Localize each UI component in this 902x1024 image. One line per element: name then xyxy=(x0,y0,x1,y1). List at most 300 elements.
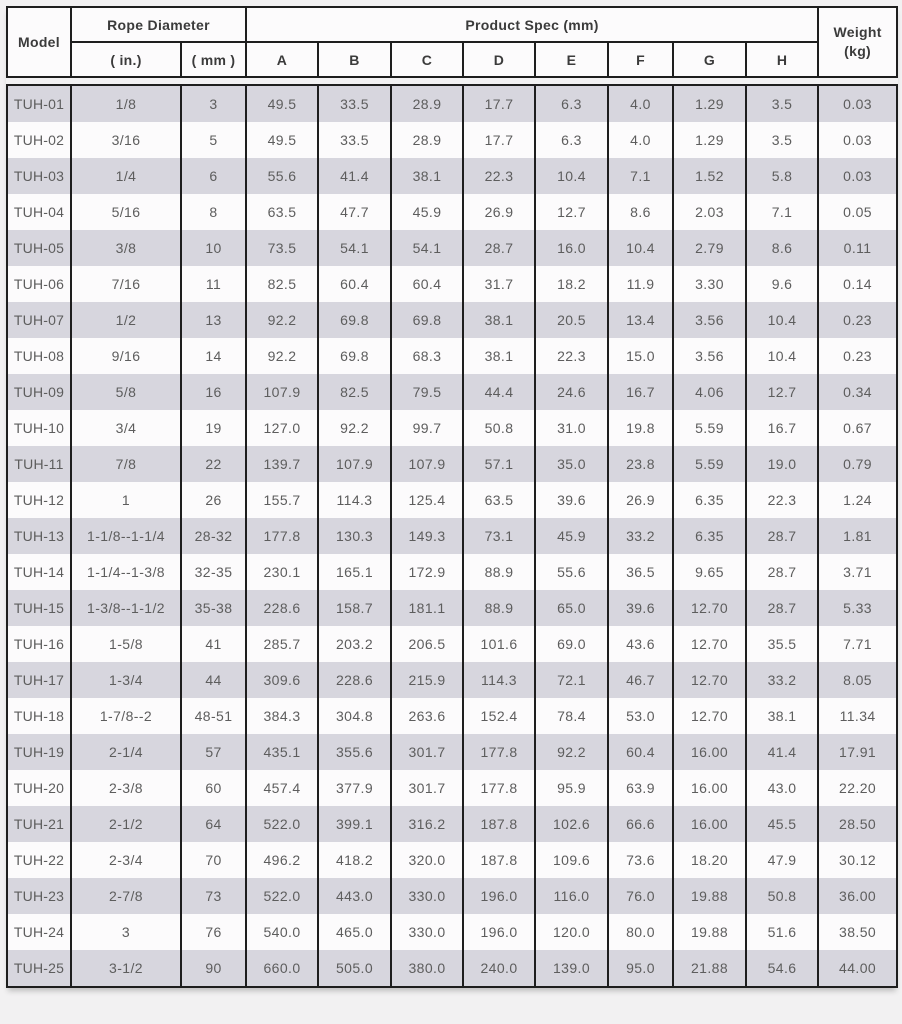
cell-spec-g: 5.59 xyxy=(673,410,746,446)
cell-spec-g: 12.70 xyxy=(673,698,746,734)
column-group-product-spec: Product Spec (mm) xyxy=(246,7,818,42)
column-header-spec-h: H xyxy=(746,42,818,77)
table-row xyxy=(7,770,897,806)
cell-spec-a: 82.5 xyxy=(246,266,318,302)
table-row xyxy=(7,230,897,266)
cell-spec-b: 41.4 xyxy=(318,158,391,194)
column-header-model: Model xyxy=(7,7,71,77)
cell-spec-c: 45.9 xyxy=(391,194,463,230)
table-row xyxy=(7,266,897,302)
cell-rope-mm: 41 xyxy=(181,626,246,662)
cell-spec-g: 16.00 xyxy=(673,806,746,842)
cell-spec-c: 38.1 xyxy=(391,158,463,194)
cell-spec-c: 60.4 xyxy=(391,266,463,302)
cell-spec-b: 399.1 xyxy=(318,806,391,842)
cell-spec-d: 38.1 xyxy=(463,302,535,338)
cell-model: TUH-18 xyxy=(7,698,71,734)
cell-rope-mm: 22 xyxy=(181,446,246,482)
table-row xyxy=(7,518,897,554)
cell-spec-f: 10.4 xyxy=(608,230,673,266)
table-row xyxy=(7,410,897,446)
table-row xyxy=(7,194,897,230)
cell-spec-h: 12.7 xyxy=(746,374,818,410)
cell-spec-f: 33.2 xyxy=(608,518,673,554)
cell-spec-c: 172.9 xyxy=(391,554,463,590)
cell-rope-in: 2-3/4 xyxy=(71,842,181,878)
cell-rope-mm: 76 xyxy=(181,914,246,950)
column-header-spec-g: G xyxy=(673,42,746,77)
cell-spec-g: 6.35 xyxy=(673,518,746,554)
cell-spec-f: 46.7 xyxy=(608,662,673,698)
cell-spec-e: 35.0 xyxy=(535,446,608,482)
table-row xyxy=(7,878,897,914)
cell-rope-mm: 48-51 xyxy=(181,698,246,734)
cell-weight: 0.05 xyxy=(818,194,897,230)
cell-spec-h: 28.7 xyxy=(746,590,818,626)
cell-spec-b: 33.5 xyxy=(318,122,391,158)
cell-spec-b: 505.0 xyxy=(318,950,391,987)
cell-spec-h: 10.4 xyxy=(746,338,818,374)
cell-spec-b: 33.5 xyxy=(318,85,391,122)
cell-spec-g: 2.79 xyxy=(673,230,746,266)
header-row-subcolumns xyxy=(7,42,897,77)
cell-rope-mm: 57 xyxy=(181,734,246,770)
cell-rope-mm: 28-32 xyxy=(181,518,246,554)
cell-weight: 0.23 xyxy=(818,338,897,374)
cell-spec-b: 465.0 xyxy=(318,914,391,950)
table-row xyxy=(7,590,897,626)
cell-model: TUH-17 xyxy=(7,662,71,698)
cell-spec-c: 206.5 xyxy=(391,626,463,662)
cell-spec-a: 55.6 xyxy=(246,158,318,194)
cell-rope-mm: 8 xyxy=(181,194,246,230)
cell-spec-g: 1.52 xyxy=(673,158,746,194)
cell-spec-d: 240.0 xyxy=(463,950,535,987)
cell-spec-d: 17.7 xyxy=(463,122,535,158)
cell-spec-e: 92.2 xyxy=(535,734,608,770)
cell-rope-in: 1-3/8--1-1/2 xyxy=(71,590,181,626)
cell-spec-f: 23.8 xyxy=(608,446,673,482)
cell-spec-h: 22.3 xyxy=(746,482,818,518)
cell-rope-mm: 14 xyxy=(181,338,246,374)
cell-spec-d: 44.4 xyxy=(463,374,535,410)
table-row xyxy=(7,85,897,122)
cell-spec-f: 76.0 xyxy=(608,878,673,914)
cell-spec-e: 20.5 xyxy=(535,302,608,338)
cell-spec-e: 10.4 xyxy=(535,158,608,194)
cell-spec-e: 109.6 xyxy=(535,842,608,878)
cell-spec-h: 45.5 xyxy=(746,806,818,842)
cell-model: TUH-10 xyxy=(7,410,71,446)
table-row xyxy=(7,914,897,950)
cell-spec-d: 22.3 xyxy=(463,158,535,194)
cell-model: TUH-24 xyxy=(7,914,71,950)
cell-spec-c: 125.4 xyxy=(391,482,463,518)
cell-spec-f: 8.6 xyxy=(608,194,673,230)
cell-model: TUH-25 xyxy=(7,950,71,987)
table-row xyxy=(7,662,897,698)
header-row-groups xyxy=(7,7,897,42)
cell-rope-mm: 10 xyxy=(181,230,246,266)
cell-spec-e: 116.0 xyxy=(535,878,608,914)
cell-spec-d: 187.8 xyxy=(463,842,535,878)
cell-spec-b: 69.8 xyxy=(318,338,391,374)
cell-spec-d: 26.9 xyxy=(463,194,535,230)
table-row xyxy=(7,482,897,518)
cell-weight: 1.24 xyxy=(818,482,897,518)
cell-spec-e: 6.3 xyxy=(535,122,608,158)
cell-spec-e: 65.0 xyxy=(535,590,608,626)
cell-weight: 1.81 xyxy=(818,518,897,554)
cell-weight: 38.50 xyxy=(818,914,897,950)
cell-spec-e: 69.0 xyxy=(535,626,608,662)
cell-rope-mm: 16 xyxy=(181,374,246,410)
cell-spec-e: 31.0 xyxy=(535,410,608,446)
cell-spec-g: 19.88 xyxy=(673,914,746,950)
cell-spec-c: 28.9 xyxy=(391,122,463,158)
cell-rope-in: 5/8 xyxy=(71,374,181,410)
cell-model: TUH-15 xyxy=(7,590,71,626)
cell-rope-in: 2-1/2 xyxy=(71,806,181,842)
cell-model: TUH-07 xyxy=(7,302,71,338)
cell-weight: 0.67 xyxy=(818,410,897,446)
cell-weight: 0.11 xyxy=(818,230,897,266)
cell-rope-mm: 26 xyxy=(181,482,246,518)
cell-model: TUH-13 xyxy=(7,518,71,554)
cell-spec-b: 69.8 xyxy=(318,302,391,338)
cell-spec-d: 88.9 xyxy=(463,590,535,626)
cell-spec-g: 5.59 xyxy=(673,446,746,482)
cell-spec-a: 92.2 xyxy=(246,302,318,338)
cell-spec-b: 443.0 xyxy=(318,878,391,914)
cell-weight: 17.91 xyxy=(818,734,897,770)
cell-spec-a: 384.3 xyxy=(246,698,318,734)
cell-spec-c: 301.7 xyxy=(391,770,463,806)
cell-spec-e: 95.9 xyxy=(535,770,608,806)
cell-spec-h: 5.8 xyxy=(746,158,818,194)
cell-weight: 30.12 xyxy=(818,842,897,878)
cell-spec-h: 38.1 xyxy=(746,698,818,734)
cell-rope-mm: 19 xyxy=(181,410,246,446)
cell-model: TUH-23 xyxy=(7,878,71,914)
cell-spec-a: 496.2 xyxy=(246,842,318,878)
cell-spec-h: 9.6 xyxy=(746,266,818,302)
cell-spec-a: 660.0 xyxy=(246,950,318,987)
cell-rope-in: 3-1/2 xyxy=(71,950,181,987)
cell-spec-b: 54.1 xyxy=(318,230,391,266)
cell-model: TUH-22 xyxy=(7,842,71,878)
table-row xyxy=(7,338,897,374)
column-header-weight xyxy=(818,7,897,77)
cell-spec-f: 4.0 xyxy=(608,122,673,158)
gap-spacer xyxy=(7,77,897,85)
cell-rope-in: 1/2 xyxy=(71,302,181,338)
cell-spec-a: 522.0 xyxy=(246,806,318,842)
cell-spec-c: 215.9 xyxy=(391,662,463,698)
cell-model: TUH-19 xyxy=(7,734,71,770)
cell-spec-a: 540.0 xyxy=(246,914,318,950)
cell-spec-c: 301.7 xyxy=(391,734,463,770)
cell-spec-h: 33.2 xyxy=(746,662,818,698)
cell-rope-in: 2-7/8 xyxy=(71,878,181,914)
cell-rope-in: 1-1/8--1-1/4 xyxy=(71,518,181,554)
cell-spec-d: 196.0 xyxy=(463,878,535,914)
cell-spec-d: 114.3 xyxy=(463,662,535,698)
cell-weight: 44.00 xyxy=(818,950,897,987)
cell-spec-f: 19.8 xyxy=(608,410,673,446)
cell-spec-h: 47.9 xyxy=(746,842,818,878)
cell-rope-in: 2-3/8 xyxy=(71,770,181,806)
cell-spec-e: 55.6 xyxy=(535,554,608,590)
cell-spec-d: 28.7 xyxy=(463,230,535,266)
cell-rope-in: 7/16 xyxy=(71,266,181,302)
cell-weight: 0.03 xyxy=(818,158,897,194)
cell-spec-f: 11.9 xyxy=(608,266,673,302)
cell-rope-in: 3/8 xyxy=(71,230,181,266)
cell-model: TUH-06 xyxy=(7,266,71,302)
cell-spec-g: 6.35 xyxy=(673,482,746,518)
cell-weight: 0.14 xyxy=(818,266,897,302)
cell-spec-g: 3.56 xyxy=(673,302,746,338)
cell-weight: 22.20 xyxy=(818,770,897,806)
cell-spec-g: 3.30 xyxy=(673,266,746,302)
cell-spec-b: 228.6 xyxy=(318,662,391,698)
table-row xyxy=(7,554,897,590)
cell-spec-d: 152.4 xyxy=(463,698,535,734)
weight-unit-label: (kg) xyxy=(844,43,872,59)
cell-rope-mm: 90 xyxy=(181,950,246,987)
cell-spec-g: 3.56 xyxy=(673,338,746,374)
cell-model: TUH-11 xyxy=(7,446,71,482)
cell-spec-h: 28.7 xyxy=(746,518,818,554)
cell-spec-f: 36.5 xyxy=(608,554,673,590)
cell-rope-in: 1 xyxy=(71,482,181,518)
cell-spec-g: 21.88 xyxy=(673,950,746,987)
cell-spec-g: 16.00 xyxy=(673,770,746,806)
cell-rope-mm: 3 xyxy=(181,85,246,122)
cell-spec-d: 50.8 xyxy=(463,410,535,446)
cell-spec-d: 73.1 xyxy=(463,518,535,554)
cell-spec-d: 187.8 xyxy=(463,806,535,842)
cell-spec-a: 177.8 xyxy=(246,518,318,554)
cell-spec-h: 51.6 xyxy=(746,914,818,950)
cell-spec-a: 63.5 xyxy=(246,194,318,230)
cell-weight: 0.79 xyxy=(818,446,897,482)
table-row xyxy=(7,626,897,662)
cell-spec-a: 107.9 xyxy=(246,374,318,410)
cell-spec-c: 28.9 xyxy=(391,85,463,122)
cell-weight: 0.23 xyxy=(818,302,897,338)
cell-spec-b: 158.7 xyxy=(318,590,391,626)
column-header-spec-b: B xyxy=(318,42,391,77)
cell-spec-g: 19.88 xyxy=(673,878,746,914)
cell-rope-in: 3 xyxy=(71,914,181,950)
cell-spec-h: 50.8 xyxy=(746,878,818,914)
cell-spec-e: 139.0 xyxy=(535,950,608,987)
cell-spec-c: 181.1 xyxy=(391,590,463,626)
cell-weight: 0.34 xyxy=(818,374,897,410)
cell-model: TUH-20 xyxy=(7,770,71,806)
cell-spec-d: 177.8 xyxy=(463,734,535,770)
cell-spec-e: 102.6 xyxy=(535,806,608,842)
cell-spec-f: 80.0 xyxy=(608,914,673,950)
cell-spec-e: 78.4 xyxy=(535,698,608,734)
cell-spec-g: 1.29 xyxy=(673,122,746,158)
cell-spec-c: 330.0 xyxy=(391,914,463,950)
cell-spec-f: 13.4 xyxy=(608,302,673,338)
table-row xyxy=(7,734,897,770)
cell-spec-c: 68.3 xyxy=(391,338,463,374)
cell-spec-b: 304.8 xyxy=(318,698,391,734)
cell-spec-f: 4.0 xyxy=(608,85,673,122)
column-header-spec-e: E xyxy=(535,42,608,77)
cell-spec-a: 139.7 xyxy=(246,446,318,482)
cell-spec-d: 101.6 xyxy=(463,626,535,662)
cell-spec-e: 72.1 xyxy=(535,662,608,698)
cell-spec-b: 60.4 xyxy=(318,266,391,302)
table-row xyxy=(7,374,897,410)
cell-spec-f: 7.1 xyxy=(608,158,673,194)
cell-rope-in: 1-1/4--1-3/8 xyxy=(71,554,181,590)
cell-spec-f: 95.0 xyxy=(608,950,673,987)
cell-spec-g: 1.29 xyxy=(673,85,746,122)
cell-spec-a: 230.1 xyxy=(246,554,318,590)
cell-spec-b: 92.2 xyxy=(318,410,391,446)
column-header-spec-c: C xyxy=(391,42,463,77)
cell-spec-b: 82.5 xyxy=(318,374,391,410)
cell-spec-h: 35.5 xyxy=(746,626,818,662)
cell-model: TUH-16 xyxy=(7,626,71,662)
cell-spec-g: 16.00 xyxy=(673,734,746,770)
table-row xyxy=(7,842,897,878)
table-row xyxy=(7,302,897,338)
cell-spec-a: 49.5 xyxy=(246,85,318,122)
cell-spec-h: 3.5 xyxy=(746,85,818,122)
cell-rope-in: 3/4 xyxy=(71,410,181,446)
cell-spec-f: 60.4 xyxy=(608,734,673,770)
cell-spec-e: 18.2 xyxy=(535,266,608,302)
cell-rope-mm: 35-38 xyxy=(181,590,246,626)
cell-spec-a: 73.5 xyxy=(246,230,318,266)
cell-model: TUH-09 xyxy=(7,374,71,410)
cell-rope-mm: 6 xyxy=(181,158,246,194)
cell-spec-d: 63.5 xyxy=(463,482,535,518)
cell-spec-c: 99.7 xyxy=(391,410,463,446)
cell-model: TUH-05 xyxy=(7,230,71,266)
cell-spec-h: 41.4 xyxy=(746,734,818,770)
cell-spec-b: 114.3 xyxy=(318,482,391,518)
cell-spec-a: 457.4 xyxy=(246,770,318,806)
cell-spec-f: 53.0 xyxy=(608,698,673,734)
cell-spec-c: 69.8 xyxy=(391,302,463,338)
cell-spec-c: 149.3 xyxy=(391,518,463,554)
cell-spec-b: 47.7 xyxy=(318,194,391,230)
cell-spec-a: 155.7 xyxy=(246,482,318,518)
cell-rope-in: 2-1/4 xyxy=(71,734,181,770)
cell-rope-in: 3/16 xyxy=(71,122,181,158)
cell-spec-e: 39.6 xyxy=(535,482,608,518)
cell-spec-a: 522.0 xyxy=(246,878,318,914)
cell-spec-f: 26.9 xyxy=(608,482,673,518)
cell-rope-mm: 5 xyxy=(181,122,246,158)
cell-weight: 5.33 xyxy=(818,590,897,626)
cell-spec-f: 39.6 xyxy=(608,590,673,626)
cell-model: TUH-21 xyxy=(7,806,71,842)
cell-spec-b: 130.3 xyxy=(318,518,391,554)
cell-model: TUH-14 xyxy=(7,554,71,590)
cell-spec-e: 6.3 xyxy=(535,85,608,122)
cell-rope-in: 1/8 xyxy=(71,85,181,122)
cell-spec-f: 16.7 xyxy=(608,374,673,410)
table-row xyxy=(7,158,897,194)
cell-rope-in: 7/8 xyxy=(71,446,181,482)
cell-spec-d: 88.9 xyxy=(463,554,535,590)
cell-spec-e: 16.0 xyxy=(535,230,608,266)
cell-model: TUH-01 xyxy=(7,85,71,122)
cell-spec-c: 79.5 xyxy=(391,374,463,410)
cell-spec-c: 107.9 xyxy=(391,446,463,482)
cell-spec-h: 16.7 xyxy=(746,410,818,446)
cell-spec-a: 127.0 xyxy=(246,410,318,446)
cell-spec-h: 7.1 xyxy=(746,194,818,230)
table-row xyxy=(7,950,897,987)
cell-weight: 0.03 xyxy=(818,122,897,158)
cell-spec-c: 380.0 xyxy=(391,950,463,987)
cell-weight: 0.03 xyxy=(818,85,897,122)
cell-rope-in: 1-5/8 xyxy=(71,626,181,662)
cell-spec-g: 9.65 xyxy=(673,554,746,590)
cell-spec-d: 38.1 xyxy=(463,338,535,374)
table-row xyxy=(7,806,897,842)
cell-spec-h: 3.5 xyxy=(746,122,818,158)
cell-spec-b: 355.6 xyxy=(318,734,391,770)
spec-table xyxy=(6,6,898,988)
cell-rope-mm: 44 xyxy=(181,662,246,698)
table-row xyxy=(7,698,897,734)
cell-spec-d: 31.7 xyxy=(463,266,535,302)
cell-spec-f: 73.6 xyxy=(608,842,673,878)
column-header-rope-in: ( in.) xyxy=(71,42,181,77)
cell-spec-c: 320.0 xyxy=(391,842,463,878)
cell-spec-a: 92.2 xyxy=(246,338,318,374)
cell-spec-b: 418.2 xyxy=(318,842,391,878)
cell-spec-c: 54.1 xyxy=(391,230,463,266)
cell-spec-e: 120.0 xyxy=(535,914,608,950)
cell-spec-b: 377.9 xyxy=(318,770,391,806)
cell-spec-c: 263.6 xyxy=(391,698,463,734)
header-body-gap xyxy=(7,77,897,85)
cell-rope-mm: 11 xyxy=(181,266,246,302)
cell-spec-d: 17.7 xyxy=(463,85,535,122)
column-header-spec-a: A xyxy=(246,42,318,77)
cell-model: TUH-08 xyxy=(7,338,71,374)
cell-weight: 8.05 xyxy=(818,662,897,698)
cell-spec-f: 43.6 xyxy=(608,626,673,662)
cell-spec-b: 107.9 xyxy=(318,446,391,482)
cell-rope-mm: 60 xyxy=(181,770,246,806)
cell-rope-in: 9/16 xyxy=(71,338,181,374)
cell-spec-g: 4.06 xyxy=(673,374,746,410)
cell-spec-a: 435.1 xyxy=(246,734,318,770)
table-body xyxy=(7,85,897,987)
cell-weight: 28.50 xyxy=(818,806,897,842)
cell-spec-d: 57.1 xyxy=(463,446,535,482)
cell-spec-a: 285.7 xyxy=(246,626,318,662)
cell-spec-g: 12.70 xyxy=(673,626,746,662)
cell-spec-a: 228.6 xyxy=(246,590,318,626)
column-group-rope-diameter: Rope Diameter xyxy=(71,7,246,42)
cell-model: TUH-02 xyxy=(7,122,71,158)
